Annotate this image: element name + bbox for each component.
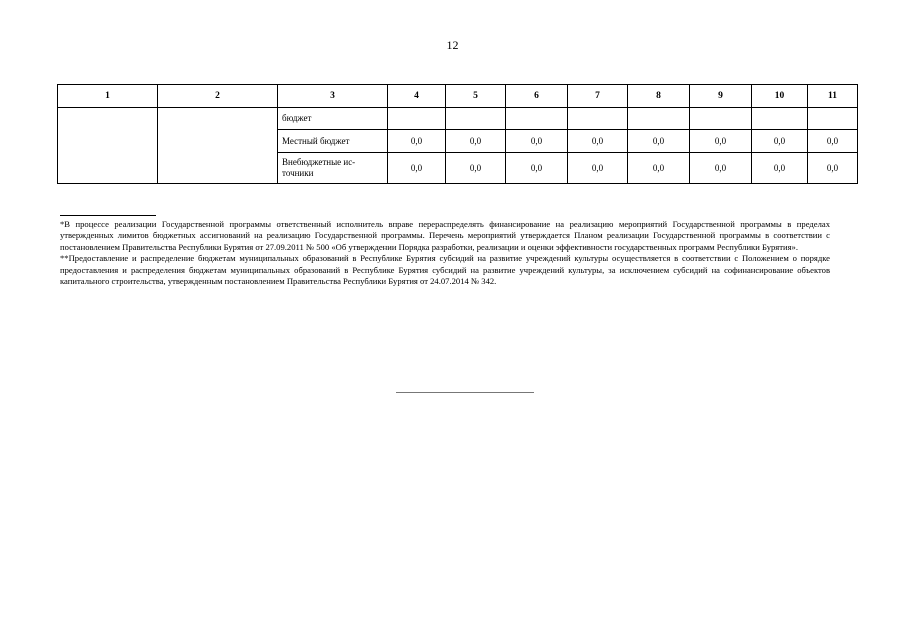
col-header-6: 6 xyxy=(506,85,568,108)
value-cell xyxy=(568,108,628,130)
source-cell: бюджет xyxy=(278,108,388,130)
value-cell: 0,0 xyxy=(446,153,506,184)
value-cell: 0,0 xyxy=(808,153,858,184)
footnotes xyxy=(60,219,830,287)
value-cell xyxy=(388,108,446,130)
value-cell: 0,0 xyxy=(446,130,506,153)
value-cell: 0,0 xyxy=(808,130,858,153)
value-cell xyxy=(506,108,568,130)
footnote-1: *В процессе реализации Государственной программы ответственный исполнитель вправе перераспределять финансирование на реализацию мероприятий Государственной программы в пределах утвержденных лимитов бюджетных ассигнований на реализацию Государственной программы. Перечень мероприятий утверждается Планом реализации Государственной программы в соответствии с постановлением Правительства Республики Бурятия от 27.09.2011 № 500 «Об утверждении Порядка разработки, реализации и оценки эффективности государственных программ Республики Бурятия». xyxy=(60,219,830,252)
col-header-11: 11 xyxy=(808,85,858,108)
value-cell xyxy=(752,108,808,130)
source-cell: Внебюджетные ис- точники xyxy=(278,153,388,184)
col-header-10: 10 xyxy=(752,85,808,108)
value-cell: 0,0 xyxy=(388,153,446,184)
value-cell: 0,0 xyxy=(506,153,568,184)
value-cell: 0,0 xyxy=(752,153,808,184)
value-cell: 0,0 xyxy=(752,130,808,153)
merged-cell-col-1 xyxy=(58,108,158,184)
value-cell: 0,0 xyxy=(568,130,628,153)
value-cell: 0,0 xyxy=(628,130,690,153)
end-divider xyxy=(396,392,534,393)
value-cell: 0,0 xyxy=(690,130,752,153)
budget-table xyxy=(57,84,858,184)
col-header-4: 4 xyxy=(388,85,446,108)
col-header-1: 1 xyxy=(58,85,158,108)
table-header-row xyxy=(58,85,858,108)
col-header-2: 2 xyxy=(158,85,278,108)
col-header-5: 5 xyxy=(446,85,506,108)
value-cell: 0,0 xyxy=(690,153,752,184)
value-cell xyxy=(446,108,506,130)
col-header-7: 7 xyxy=(568,85,628,108)
source-cell: Местный бюджет xyxy=(278,130,388,153)
merged-cell-col-2 xyxy=(158,108,278,184)
col-header-8: 8 xyxy=(628,85,690,108)
value-cell: 0,0 xyxy=(628,153,690,184)
value-cell: 0,0 xyxy=(568,153,628,184)
col-header-3: 3 xyxy=(278,85,388,108)
table-row xyxy=(58,108,858,130)
page-number: 12 xyxy=(446,38,459,52)
footnote-divider xyxy=(60,215,156,216)
value-cell: 0,0 xyxy=(388,130,446,153)
value-cell xyxy=(628,108,690,130)
footnote-2: **Предоставление и распределение бюджетам муниципальных образований в Республике Бурятия субсидий на развитие учреждений культуры осуществляется в соответствии с Положением о порядке предоставления и распределения бюджетам муниципальных образований в Республике Бурятия субсидий на развитие учреждений культуры, за исключением субсидий на софинансирование объектов капитального строительства, утвержденным постановлением Правительства Республики Бурятия от 24.07.2014 № 342. xyxy=(60,253,830,287)
col-header-9: 9 xyxy=(690,85,752,108)
value-cell xyxy=(808,108,858,130)
value-cell: 0,0 xyxy=(506,130,568,153)
value-cell xyxy=(690,108,752,130)
